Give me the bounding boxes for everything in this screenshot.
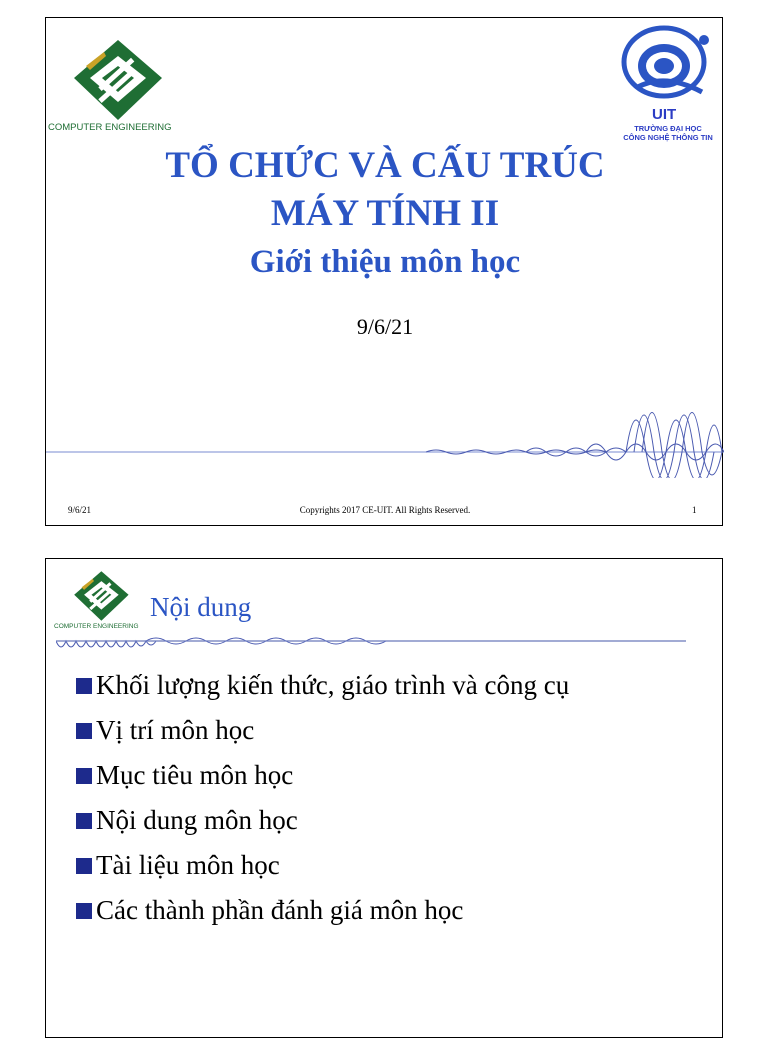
bullet-text: Nội dung môn học — [96, 805, 298, 835]
logo-caption: COMPUTER ENGINEERING — [48, 122, 172, 133]
list-item — [76, 843, 569, 888]
logo-caption: COMPUTER ENGINEERING — [54, 623, 139, 630]
list-item — [76, 663, 569, 708]
bullet-square-icon — [76, 813, 92, 829]
footer-copyright: Copyrights 2017 CE-UIT. All Rights Reserved. — [299, 505, 471, 515]
uit-line-2: CÔNG NGHỆ THÔNG TIN — [623, 133, 713, 142]
bullet-list — [76, 663, 569, 933]
title-line-1: TỔ CHỨC VÀ CẤU TRÚC — [165, 145, 605, 186]
slide-2 — [45, 558, 723, 1038]
bullet-square-icon — [76, 678, 92, 694]
bullet-text: Tài liệu môn học — [96, 850, 280, 880]
slide-1 — [45, 17, 723, 526]
bullet-text: Mục tiêu môn học — [96, 760, 294, 790]
list-item — [76, 888, 569, 933]
bullet-text: Vị trí môn học — [96, 715, 255, 745]
uit-logo — [616, 22, 720, 152]
bullet-square-icon — [76, 903, 92, 919]
bullet-square-icon — [76, 858, 92, 874]
computer-engineering-logo-icon — [68, 567, 136, 625]
footer-date: 9/6/21 — [68, 505, 92, 515]
uit-line-1: TRƯỜNG ĐẠI HỌC — [634, 124, 702, 133]
footer-page-number: 1 — [692, 505, 697, 515]
wave-decoration-icon — [56, 629, 686, 659]
bullet-text: Khối lượng kiến thức, giáo trình và công cụ — [96, 670, 570, 700]
list-item — [76, 708, 569, 753]
computer-engineering-logo-icon — [64, 36, 174, 124]
bullet-square-icon — [76, 723, 92, 739]
bullet-text: Các thành phần đánh giá môn học — [96, 895, 464, 925]
bullet-square-icon — [76, 768, 92, 784]
wave-decoration-icon — [46, 368, 724, 478]
slide-heading: Nội dung — [150, 592, 252, 622]
uit-globe-icon — [616, 22, 720, 104]
uit-abbr: UIT — [652, 106, 677, 123]
list-item — [76, 798, 569, 843]
list-item — [76, 753, 569, 798]
title-line-2: MÁY TÍNH II — [270, 193, 500, 234]
slide-date: 9/6/21 — [356, 314, 414, 339]
subtitle: Giới thiệu môn học — [249, 244, 521, 280]
